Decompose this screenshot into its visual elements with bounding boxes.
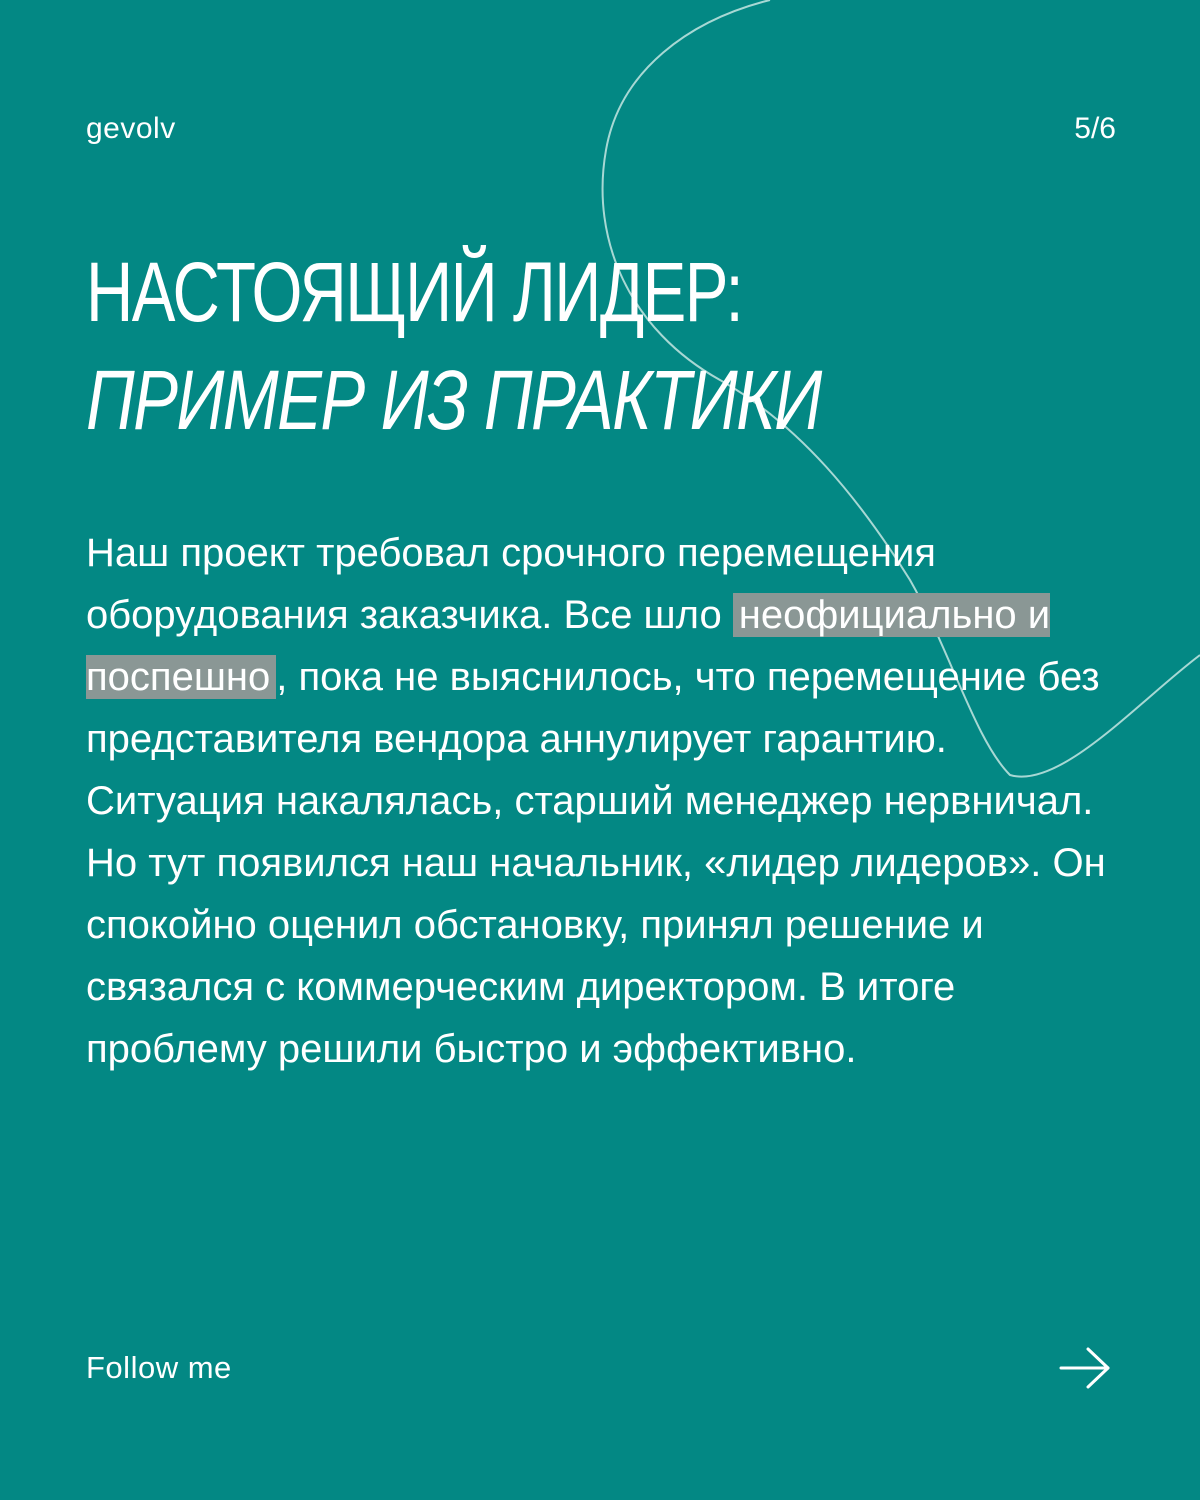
- title-line-2: ПРИМЕР ИЗ ПРАКТИКИ: [86, 353, 821, 447]
- account-handle: gevolv: [86, 112, 176, 145]
- page-counter: 5/6: [1074, 112, 1116, 145]
- title-line-1: НАСТОЯЩИЙ ЛИДЕР:: [86, 245, 743, 339]
- paragraph-1-start: Наш проект требовал срочного перемещения оборудования заказчика. Все шло: [86, 531, 936, 637]
- body-paragraph-1: [86, 522, 1106, 770]
- paragraph-1-end: , пока не выяснилось, что перемещение без представителя вендора аннулирует гарантию.: [86, 655, 1100, 761]
- follow-me-label[interactable]: Follow me: [86, 1350, 232, 1385]
- body-paragraph-2: Ситуация накалялась, старший менеджер нервничал. Но тут появился наш начальник, «лидер лидеров». Он спокойно оценил обстановку, принял решение и связался с коммерческим директором. В итоге проблему решили быстро и эффективно.: [86, 779, 1106, 1071]
- arrow-right-icon[interactable]: [1058, 1346, 1112, 1390]
- body-text: [86, 522, 1106, 1080]
- highlighted-phrase: неофициально и поспешно: [86, 593, 1051, 699]
- page-title: [86, 238, 1004, 454]
